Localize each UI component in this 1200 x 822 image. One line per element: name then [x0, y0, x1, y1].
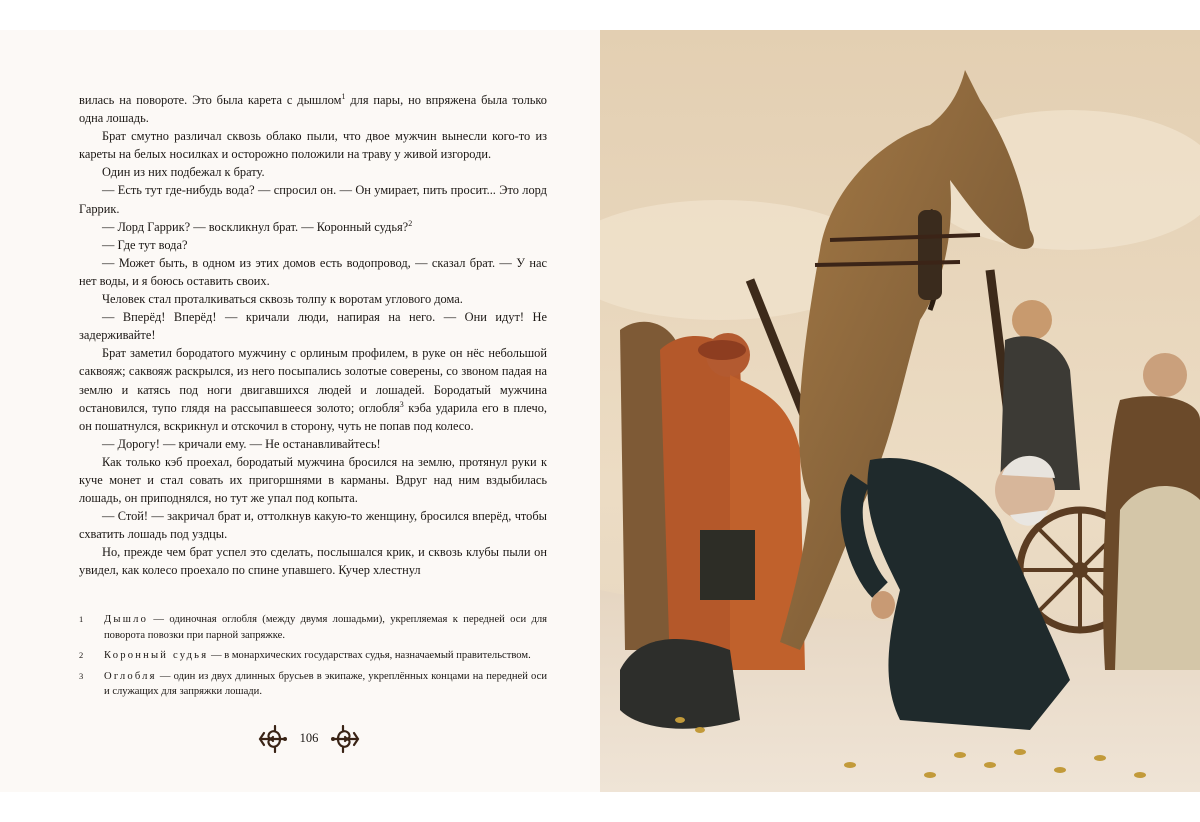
- body-paragraph: Человек стал проталкиваться сквозь толпу к воротам углового дома.: [102, 292, 463, 307]
- footnote-text: — в монархических государствах судья, назначаемый правительством.: [208, 650, 531, 661]
- body-paragraph: Один из них подбежал к брату.: [102, 165, 265, 180]
- body-paragraph: — Есть тут где-нибудь вода? — спросил он. — Он умирает, пить просит... Это лорд Гаррик.: [79, 183, 547, 216]
- footnote: [79, 612, 547, 643]
- body-paragraph: Брат смутно различал сквозь облако пыли, что двое мужчин вынесли кого-то из кареты на белых носилках и осторожно положили на траву у живой изгороди.: [79, 129, 547, 162]
- body-paragraph: — Лорд Гаррик? — воскликнул брат. — Коронный судья?$^2$: [102, 218, 413, 234]
- body-paragraph: Как только кэб проехал, бородатый мужчина бросился на землю, протянул руки к куче монет и стал совать их пригоршнями в карманы. Вдруг над ним вздыбилась лошадь, он приподнялся, но тут же упал под копыта.: [79, 454, 547, 506]
- body-text: [79, 91, 547, 580]
- body-paragraph: — Где тут вода?: [102, 237, 188, 252]
- body-paragraph: — Может быть, в одном из этих домов есть водопровод, — сказал брат. — У нас нет воды, и я боюсь оставить своих.: [79, 255, 547, 288]
- footnote-marker[interactable]: 1: [341, 91, 346, 101]
- body-paragraph: — Дорогу! — кричали ему. — Не останавливайтесь!: [102, 436, 381, 451]
- body-paragraph: — Вперёд! Вперёд! — кричали люди, напирая на него. — Они идут! Не задерживайте!: [79, 310, 547, 343]
- footnote-text: — одиночная оглобля (между двумя лошадьми), укрепляемая к передней оси для поворота повозки при парной запряжке.: [104, 614, 547, 641]
- footnote-number: 3: [79, 670, 84, 681]
- text-page: [0, 30, 600, 792]
- footnotes: [79, 612, 547, 705]
- footnote-number: 1: [79, 614, 84, 624]
- illustration-panel: [600, 30, 1200, 792]
- illustration-image: [600, 30, 1200, 792]
- footnote-marker[interactable]: 3: [399, 399, 404, 409]
- body-paragraph: Брат заметил бородатого мужчину с орлиным профилем, в руке он нёс небольшой саквояж; саквояж раскрылся, из него посыпались золотые соверены, со звоном падая на землю и катясь под ноги двигавшихся людей и лошадей. Бородатый мужчина остановился, тупо глядя на рассыпавшееся золото; оглобля$^3$ кэба ударила его в плечо, он пошатнулся, вскрикнул и отскочил в сторону, чуть не попав под колесо.: [79, 346, 547, 433]
- page-folio: [258, 724, 360, 754]
- footnote-marker[interactable]: 2: [408, 218, 413, 228]
- book-spread: [0, 30, 1200, 792]
- footnote-number: 2: [79, 650, 84, 660]
- right-ornament-icon: [330, 725, 360, 753]
- footnote-term: Дышло: [104, 614, 149, 625]
- footnote-text: — один из двух длинных брусьев в экипаже, укреплённых концами на передней оси и служащих для запряжки лошади.: [104, 670, 547, 697]
- body-paragraph: вилась на повороте. Это была карета с дышлом$^1$ для пары, но впряжена была только одна лошадь.: [79, 91, 547, 126]
- page-number: 106: [299, 731, 319, 745]
- body-paragraph: Но, прежде чем брат успел это сделать, послышался крик, и сквозь клубы пыли он увидел, как колесо проехало по спине упавшего. Кучер хлестнул: [79, 545, 547, 578]
- body-paragraph: — Стой! — закричал брат и, оттолкнув какую-то женщину, бросился вперёд, чтобы схватить лошадь под уздцы.: [79, 509, 547, 542]
- footnote-term: Коронный судья: [104, 650, 209, 661]
- footnote-term: Оглобля: [104, 670, 157, 682]
- left-ornament-icon: [258, 725, 288, 753]
- footnote: [79, 669, 547, 700]
- footnote: [79, 648, 547, 664]
